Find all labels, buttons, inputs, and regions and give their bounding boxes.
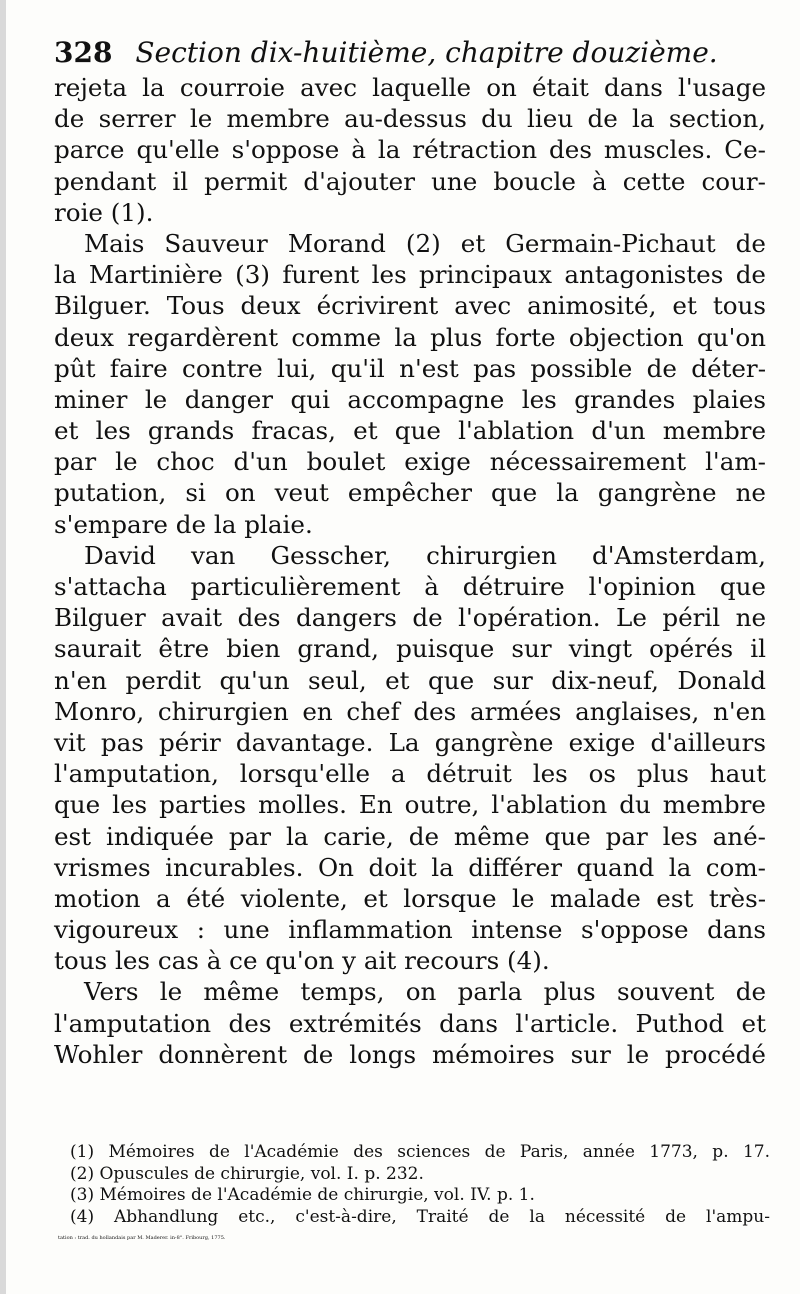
text-line: parce qu'elle s'oppose à la rétraction des muscles. Ce- (54, 135, 766, 165)
text-line: Mais Sauveur Morand (2) et Germain-Pichaut de (84, 228, 766, 258)
text-line: vigoureux : une inflammation intense s'oppose dans (54, 915, 766, 945)
footnote-line: tation : trad. du hollandais par M. Maderer. in-8°. Fribourg, 1775. (58, 1235, 226, 1241)
footnote-line: (3) Mémoires de l'Académie de chirurgie, vol. IV. p. 1. (70, 1185, 535, 1205)
text-line: motion a été violente, et lorsque le malade est très- (54, 883, 766, 913)
text-line: tous les cas à ce qu'on y ait recours (4). (54, 946, 550, 976)
text-line: Bilguer. Tous deux écrivirent avec animosité, et tous (54, 291, 766, 321)
text-line: roie (1). (54, 197, 154, 227)
text-line: Monro, chirurgien en chef des armées anglaises, n'en (54, 696, 766, 726)
text-line: de serrer le membre au-dessus du lieu de la section, (54, 104, 766, 134)
text-line: l'amputation, lorsqu'elle a détruit les os plus haut (54, 759, 766, 789)
text-line: pendant il permit d'ajouter une boucle à cette cour- (54, 166, 766, 196)
text-line: David van Gesscher, chirurgien d'Amsterdam, (84, 540, 766, 570)
text-line: et les grands fracas, et que l'ablation d'un membre (54, 416, 766, 446)
text-line: miner le danger qui accompagne les grandes plaies (54, 384, 766, 414)
text-line: deux regardèrent comme la plus forte objection qu'on (54, 322, 766, 352)
footnote-line: (4) Abhandlung etc., c'est-à-dire, Traité de la nécessité de l'ampu- (70, 1206, 770, 1227)
footnote-line: (1) Mémoires de l'Académie des sciences de Paris, année 1773, p. 17. (70, 1142, 770, 1162)
text-line: pût faire contre lui, qu'il n'est pas possible de déter- (54, 353, 766, 383)
body-text (54, 72, 766, 1070)
footnote-line: (2) Opuscules de chirurgie, vol. I. p. 232. (70, 1163, 424, 1184)
text-line: putation, si on veut empêcher que la gangrène ne (54, 478, 766, 508)
running-head (54, 36, 774, 70)
text-line: s'attacha particulièrement à détruire l'opinion que (54, 572, 766, 601)
text-line: rejeta la courroie avec laquelle on était dans l'usage (54, 73, 766, 102)
text-line: la Martinière (3) furent les principaux antagonistes de (54, 260, 766, 290)
footnotes (58, 1142, 770, 1250)
text-line: l'amputation des extrémités dans l'article. Puthod et (54, 1008, 766, 1038)
text-line: Vers le même temps, on parla plus souvent de (84, 977, 766, 1007)
text-line: s'empare de la plaie. (54, 509, 313, 539)
text-line: que les parties molles. En outre, l'ablation du membre (54, 790, 766, 820)
text-line: est indiquée par la carie, de même que par les ané- (54, 821, 766, 851)
text-line: saurait être bien grand, puisque sur vingt opérés il (54, 634, 766, 664)
text-line: vit pas périr davantage. La gangrène exige d'ailleurs (54, 727, 766, 757)
text-line: vrismes incurables. On doit la différer quand la com- (54, 852, 766, 882)
text-line: Bilguer avait des dangers de l'opération. Le péril ne (54, 603, 766, 633)
page-number: 328 (54, 36, 113, 69)
text-line: par le choc d'un boulet exige nécessairement l'am- (54, 447, 766, 477)
running-title: Section dix-huitième, chapitre douzième. (135, 36, 718, 69)
text-line: Wohler donnèrent de longs mémoires sur le procédé (54, 1039, 766, 1069)
text-line: n'en perdit qu'un seul, et que sur dix-neuf, Donald (54, 665, 766, 695)
